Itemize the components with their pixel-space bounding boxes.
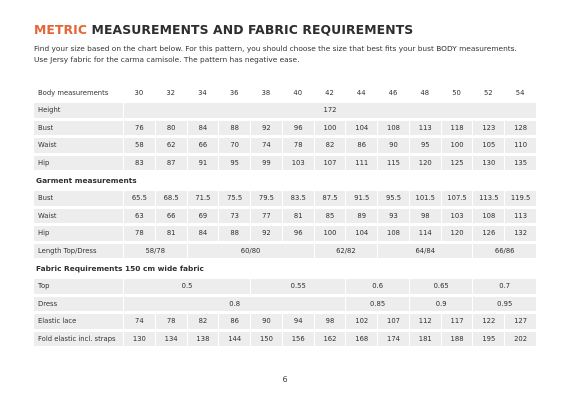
value-cell: 98: [409, 209, 441, 224]
value-cell: 181: [409, 332, 441, 347]
value-cell: 96: [282, 226, 314, 241]
value-cell: 0.5: [123, 279, 250, 294]
value-cell: 91: [187, 156, 219, 171]
title-accent: METRIC: [34, 22, 88, 37]
value-cell: 195: [472, 332, 504, 347]
value-cell: 107: [314, 156, 346, 171]
row-label: Bust: [34, 191, 123, 206]
size-header-row: [34, 85, 536, 100]
value-cell: 94: [282, 314, 314, 329]
value-cell: 156: [282, 332, 314, 347]
value-cell: 103: [441, 209, 473, 224]
value-cell: 71.5: [187, 191, 219, 206]
table-row: [34, 332, 536, 347]
value-cell: 58: [123, 138, 155, 153]
value-cell: 92: [250, 121, 282, 136]
value-cell: 82: [187, 314, 219, 329]
value-cell: 86: [345, 138, 377, 153]
value-cell: 126: [472, 226, 504, 241]
value-cell: 125: [441, 156, 473, 171]
row-label: Bust: [34, 121, 123, 136]
value-cell: 168: [345, 332, 377, 347]
value-cell: 103: [282, 156, 314, 171]
table-row: [34, 297, 536, 312]
value-cell: 107: [377, 314, 409, 329]
value-cell: 84: [187, 226, 219, 241]
value-cell: 66: [155, 209, 187, 224]
section-heading-row: [34, 173, 536, 188]
value-cell: 83.5: [282, 191, 314, 206]
value-cell: 78: [282, 138, 314, 153]
fabric-section-title: Fabric Requirements 150 cm wide fabric: [34, 261, 536, 276]
size-header-cell: 52: [472, 85, 504, 100]
value-cell: 188: [441, 332, 473, 347]
value-cell: 104: [345, 121, 377, 136]
value-cell: 73: [218, 209, 250, 224]
value-cell: 90: [377, 138, 409, 153]
value-cell: 115: [377, 156, 409, 171]
value-cell: 105: [472, 138, 504, 153]
value-cell: 0.55: [250, 279, 345, 294]
page-title: [34, 22, 413, 37]
value-cell: 119.5: [504, 191, 536, 206]
value-cell: 82: [314, 138, 346, 153]
value-cell: 113.5: [472, 191, 504, 206]
value-cell: 108: [472, 209, 504, 224]
value-cell: 134: [155, 332, 187, 347]
value-cell: 92: [250, 226, 282, 241]
size-header-cell: 44: [345, 85, 377, 100]
value-cell: 101.5: [409, 191, 441, 206]
size-header-cell: 38: [250, 85, 282, 100]
value-cell: 123: [472, 121, 504, 136]
row-label: Hip: [34, 156, 123, 171]
value-cell: 120: [409, 156, 441, 171]
value-cell: 74: [250, 138, 282, 153]
value-cell: 138: [187, 332, 219, 347]
value-cell: 93: [377, 209, 409, 224]
value-cell: 83: [123, 156, 155, 171]
value-cell: 0.65: [409, 279, 473, 294]
table-row: [34, 226, 536, 241]
table-row: [34, 314, 536, 329]
value-cell: 113: [504, 209, 536, 224]
value-cell: 95.5: [377, 191, 409, 206]
intro-line: Find your size based on the chart below. For this pattern, you should choose the size that best fits your bust BODY measurements.: [34, 44, 517, 53]
value-cell: 62/82: [314, 244, 378, 259]
value-cell: 107.5: [441, 191, 473, 206]
row-label: Elastic lace: [34, 314, 123, 329]
garment-section-title: Garment measurements: [34, 173, 536, 188]
value-cell: 81: [282, 209, 314, 224]
value-cell: 79.5: [250, 191, 282, 206]
value-cell: 88: [218, 121, 250, 136]
value-cell: 78: [155, 314, 187, 329]
value-cell: 111: [345, 156, 377, 171]
value-cell: 80: [155, 121, 187, 136]
value-cell: 87.5: [314, 191, 346, 206]
value-cell: 58/78: [123, 244, 187, 259]
value-cell: 85: [314, 209, 346, 224]
value-cell: 63: [123, 209, 155, 224]
value-cell: 99: [250, 156, 282, 171]
value-cell: 113: [409, 121, 441, 136]
table-row: [34, 191, 536, 206]
value-cell: 112: [409, 314, 441, 329]
value-cell: 202: [504, 332, 536, 347]
row-label: Dress: [34, 297, 123, 312]
value-cell: 62: [155, 138, 187, 153]
value-cell: 84: [187, 121, 219, 136]
value-cell: 127: [504, 314, 536, 329]
value-cell: 0.85: [345, 297, 409, 312]
value-cell: 132: [504, 226, 536, 241]
value-cell: 100: [314, 226, 346, 241]
body-measurements-header: Body measurements: [34, 85, 123, 100]
value-cell: 70: [218, 138, 250, 153]
section-heading-row: [34, 261, 536, 276]
title-rest: MEASUREMENTS AND FABRIC REQUIREMENTS: [91, 22, 414, 37]
value-cell: 76: [123, 121, 155, 136]
value-cell: 86: [218, 314, 250, 329]
value-cell: 98: [314, 314, 346, 329]
row-label: Waist: [34, 138, 123, 153]
size-header-cell: 48: [409, 85, 441, 100]
size-header-cell: 46: [377, 85, 409, 100]
value-cell: 66/86: [472, 244, 536, 259]
row-label: Waist: [34, 209, 123, 224]
size-chart-table: [34, 85, 536, 346]
value-cell: 104: [345, 226, 377, 241]
value-cell: 135: [504, 156, 536, 171]
value-cell: 102: [345, 314, 377, 329]
row-label: Hip: [34, 226, 123, 241]
value-cell: 130: [472, 156, 504, 171]
value-cell: 81: [155, 226, 187, 241]
value-cell: 100: [314, 121, 346, 136]
value-cell: 96: [282, 121, 314, 136]
value-cell: 95: [409, 138, 441, 153]
value-cell: 174: [377, 332, 409, 347]
value-cell: 117: [441, 314, 473, 329]
value-cell: 66: [187, 138, 219, 153]
value-cell: 88: [218, 226, 250, 241]
table-row: [34, 121, 536, 136]
value-cell: 68.5: [155, 191, 187, 206]
row-label: Fold elastic incl. straps: [34, 332, 123, 347]
value-cell: 78: [123, 226, 155, 241]
size-header-cell: 36: [218, 85, 250, 100]
value-cell: 122: [472, 314, 504, 329]
value-cell: 172: [123, 103, 536, 118]
value-cell: 128: [504, 121, 536, 136]
value-cell: 74: [123, 314, 155, 329]
value-cell: 0.6: [345, 279, 409, 294]
value-cell: 91.5: [345, 191, 377, 206]
value-cell: 95: [218, 156, 250, 171]
value-cell: 77: [250, 209, 282, 224]
size-header-cell: 40: [282, 85, 314, 100]
value-cell: 60/80: [187, 244, 314, 259]
page-number: 6: [282, 375, 288, 384]
value-cell: 108: [377, 226, 409, 241]
table-row: [34, 209, 536, 224]
value-cell: 144: [218, 332, 250, 347]
intro-line: Use Jersy fabric for the carma camisole. The pattern has negative ease.: [34, 55, 300, 64]
size-header-cell: 30: [123, 85, 155, 100]
intro-text: [34, 43, 554, 65]
value-cell: 150: [250, 332, 282, 347]
value-cell: 87: [155, 156, 187, 171]
row-label: Height: [34, 103, 123, 118]
value-cell: 100: [441, 138, 473, 153]
size-header-cell: 32: [155, 85, 187, 100]
value-cell: 0.95: [472, 297, 536, 312]
height-row: [34, 103, 536, 118]
value-cell: 89: [345, 209, 377, 224]
value-cell: 130: [123, 332, 155, 347]
value-cell: 118: [441, 121, 473, 136]
table-row: [34, 244, 536, 259]
table-row: [34, 156, 536, 171]
table-row: [34, 138, 536, 153]
value-cell: 90: [250, 314, 282, 329]
row-label: Top: [34, 279, 123, 294]
value-cell: 120: [441, 226, 473, 241]
size-header-cell: 34: [187, 85, 219, 100]
value-cell: 108: [377, 121, 409, 136]
value-cell: 75.5: [218, 191, 250, 206]
value-cell: 69: [187, 209, 219, 224]
size-header-cell: 50: [441, 85, 473, 100]
value-cell: 0.9: [409, 297, 473, 312]
value-cell: 0.8: [123, 297, 345, 312]
value-cell: 110: [504, 138, 536, 153]
value-cell: 64/84: [377, 244, 472, 259]
row-label: Length Top/Dress: [34, 244, 123, 259]
value-cell: 114: [409, 226, 441, 241]
value-cell: 162: [314, 332, 346, 347]
value-cell: 0.7: [472, 279, 536, 294]
size-header-cell: 42: [314, 85, 346, 100]
size-header-cell: 54: [504, 85, 536, 100]
table-row: [34, 279, 536, 294]
value-cell: 65.5: [123, 191, 155, 206]
